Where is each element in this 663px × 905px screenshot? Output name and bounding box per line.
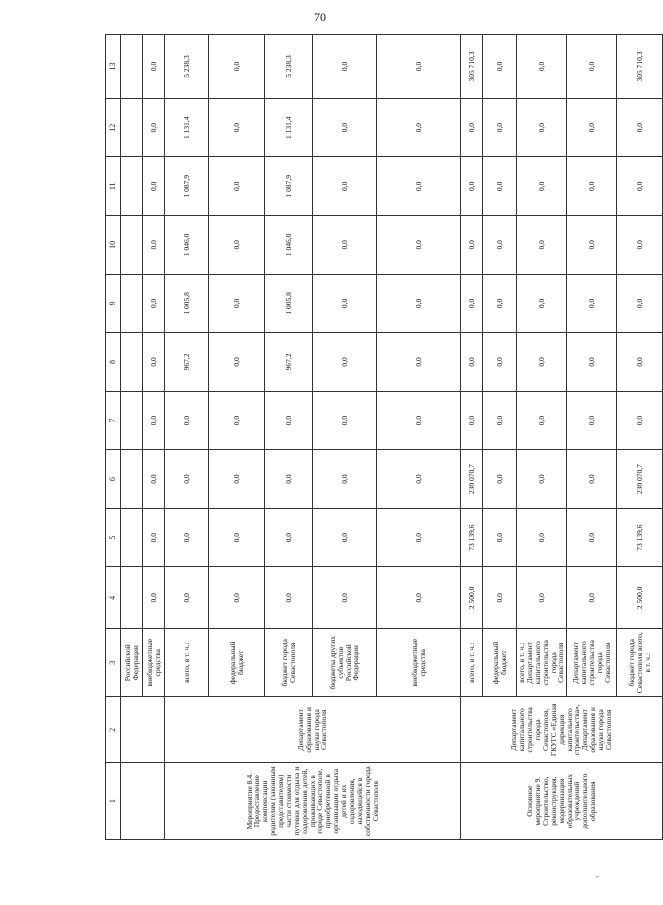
source-cell: всего, в т. ч.: [461, 629, 483, 697]
value-cell: 0,0 [143, 567, 165, 629]
value-cell: 1 131,4 [165, 98, 209, 157]
value-cell: 0,0 [165, 508, 209, 567]
rotated-table-frame [105, 34, 652, 840]
value-cell: 0,0 [567, 567, 617, 629]
value-cell: 5 238,3 [165, 35, 209, 99]
value-cell: 0,0 [143, 274, 165, 333]
value-cell: 0,0 [377, 274, 461, 333]
value-cell: 0,0 [209, 391, 265, 450]
table-row [165, 35, 209, 840]
table-row [461, 35, 483, 840]
col-header: 8 [106, 333, 121, 392]
value-cell: 1 087,9 [165, 157, 209, 216]
value-cell: 0,0 [517, 216, 567, 275]
source-cell: бюджет города Севастополя [265, 629, 313, 697]
value-cell: 0,0 [313, 333, 377, 392]
col-header: 5 [106, 508, 121, 567]
source-cell: всего, в т. ч.: [165, 629, 209, 697]
value-cell: 0,0 [165, 450, 209, 509]
value-cell: 0,0 [209, 216, 265, 275]
value-cell: 0,0 [517, 391, 567, 450]
value-cell: 0,0 [209, 567, 265, 629]
value-cell: 0,0 [483, 567, 517, 629]
value-cell: 0,0 [483, 508, 517, 567]
value-cell: 0,0 [377, 157, 461, 216]
value-cell: 0,0 [143, 216, 165, 275]
col-header: 2 [106, 697, 121, 763]
value-cell: 0,0 [461, 274, 483, 333]
source-cell: бюджеты других субъектов Российской Федерации [313, 629, 377, 697]
source-cell: бюджет города Севастополя всего, в т. ч.: [617, 629, 663, 697]
value-cell: 0,0 [483, 391, 517, 450]
col-header: 12 [106, 98, 121, 157]
col-header: 3 [106, 629, 121, 697]
value-cell: 0,0 [483, 274, 517, 333]
table-row [121, 35, 143, 840]
col-header: 7 [106, 391, 121, 450]
value-cell: 0,0 [143, 508, 165, 567]
value-cell: 305 710,3 [461, 35, 483, 99]
value-cell: 0,0 [143, 450, 165, 509]
value-cell: 0,0 [517, 274, 567, 333]
value-cell: 0,0 [143, 333, 165, 392]
executor-cell: Департамент образования и науки города Севастополя [165, 697, 461, 763]
col-header: 9 [106, 274, 121, 333]
value-cell: 0,0 [209, 274, 265, 333]
value-cell: 0,0 [209, 508, 265, 567]
value-cell: 0,0 [313, 35, 377, 99]
budget-table [105, 34, 663, 840]
value-cell: 0,0 [143, 391, 165, 450]
value-cell: 0,0 [209, 450, 265, 509]
value-cell: 305 710,3 [617, 35, 663, 99]
value-cell: 0,0 [483, 157, 517, 216]
executor-cell: Департамент капитального строительства города Севастополя, ГКУГС «Единая дирекция капитального строительства», Департамент образования и науки города Севастополя [461, 697, 663, 763]
source-cell: Департамент капитального строительства города Севастополя [567, 629, 617, 697]
source-cell: федеральный бюджет [209, 629, 265, 697]
col-header: 11 [106, 157, 121, 216]
value-cell: 0,0 [377, 391, 461, 450]
value-cell: 1 046,0 [265, 216, 313, 275]
value-cell: 0,0 [567, 333, 617, 392]
value-cell: 0,0 [567, 98, 617, 157]
value-cell: 73 139,6 [617, 508, 663, 567]
value-cell: 0,0 [461, 157, 483, 216]
value-cell: 0,0 [143, 157, 165, 216]
value-cell: 1 046,0 [165, 216, 209, 275]
value-cell: 0,0 [617, 98, 663, 157]
value-cell: 0,0 [517, 567, 567, 629]
value-cell: 0,0 [265, 391, 313, 450]
value-cell: 0,0 [265, 450, 313, 509]
value-cell: 0,0 [313, 508, 377, 567]
value-cell: 0,0 [567, 35, 617, 99]
value-cell: 0,0 [517, 98, 567, 157]
value-cell: 0,0 [265, 508, 313, 567]
value-cell: 0,0 [377, 35, 461, 99]
footer-mark: - [596, 872, 599, 881]
value-cell: 0,0 [209, 98, 265, 157]
value-cell: 0,0 [377, 508, 461, 567]
value-cell: 967,2 [265, 333, 313, 392]
event-cell: Мероприятие 8.4. Предоставление компенсации родителям (законным представителям) части стоимости путевки для отдыха и оздоровления детей, проживающих в городе Севастополе, приобретенной в организации отдыха детей и их оздоровления, находящейся в собственности города Севастополя [165, 763, 461, 840]
value-cell: 0,0 [143, 98, 165, 157]
value-cell: 0,0 [377, 216, 461, 275]
value-cell: 0,0 [377, 450, 461, 509]
source-cell: Российской Федерации [121, 629, 143, 697]
value-cell: 0,0 [313, 274, 377, 333]
value-cell: 0,0 [313, 216, 377, 275]
value-cell: 0,0 [617, 157, 663, 216]
value-cell: 0,0 [567, 508, 617, 567]
value-cell: 0,0 [209, 157, 265, 216]
table-container [105, 34, 652, 840]
value-cell: 0,0 [517, 333, 567, 392]
col-header: 6 [106, 450, 121, 509]
source-cell: всего, в т. ч.: Департамент капитального строительства города Севастополя [517, 629, 567, 697]
value-cell: 0,0 [313, 450, 377, 509]
value-cell: 1 131,4 [265, 98, 313, 157]
value-cell: 0,0 [313, 567, 377, 629]
value-cell: 0,0 [617, 333, 663, 392]
value-cell: 0,0 [377, 333, 461, 392]
value-cell: 0,0 [165, 567, 209, 629]
value-cell: 1 005,8 [265, 274, 313, 333]
col-header: 1 [106, 763, 121, 840]
value-cell: 0,0 [265, 567, 313, 629]
source-cell: федеральный бюджет [483, 629, 517, 697]
value-cell: 1 087,9 [265, 157, 313, 216]
source-cell: внебюджетные средства [143, 629, 165, 697]
value-cell: 0,0 [567, 391, 617, 450]
value-cell: 0,0 [483, 98, 517, 157]
value-cell: 0,0 [617, 391, 663, 450]
header-row [106, 35, 121, 840]
value-cell: 0,0 [313, 157, 377, 216]
value-cell: 0,0 [567, 450, 617, 509]
value-cell: 73 139,6 [461, 508, 483, 567]
value-cell: 0,0 [313, 391, 377, 450]
col-header: 13 [106, 35, 121, 99]
value-cell: 967,2 [165, 333, 209, 392]
value-cell: 0,0 [461, 216, 483, 275]
value-cell: 0,0 [143, 35, 165, 99]
value-cell: 2 500,0 [461, 567, 483, 629]
value-cell: 0,0 [377, 567, 461, 629]
value-cell: 0,0 [461, 391, 483, 450]
col-header: 10 [106, 216, 121, 275]
source-cell: внебюджетные средства [377, 629, 461, 697]
value-cell: 1 005,8 [165, 274, 209, 333]
value-cell: 0,0 [567, 274, 617, 333]
value-cell: 0,0 [517, 157, 567, 216]
value-cell: 0,0 [517, 35, 567, 99]
value-cell: 0,0 [567, 157, 617, 216]
value-cell: 230 070,7 [617, 450, 663, 509]
page-number: 70 [314, 10, 326, 24]
value-cell: 0,0 [617, 274, 663, 333]
value-cell: 2 500,0 [617, 567, 663, 629]
value-cell: 0,0 [209, 35, 265, 99]
value-cell: 230 070,7 [461, 450, 483, 509]
event-cell: Основное мероприятие 9. Строительство, реконструкция, модернизация образовательных учреждений дополнительного образования [461, 763, 663, 840]
event-cell [121, 763, 165, 840]
value-cell: 0,0 [483, 35, 517, 99]
value-cell: 0,0 [517, 508, 567, 567]
value-cell: 0,0 [483, 216, 517, 275]
value-cell: 0,0 [567, 216, 617, 275]
value-cell: 0,0 [209, 333, 265, 392]
value-cell: 0,0 [483, 333, 517, 392]
executor-cell [121, 697, 165, 763]
value-cell: 0,0 [461, 98, 483, 157]
value-cell: 0,0 [483, 450, 517, 509]
value-cell: 0,0 [461, 333, 483, 392]
value-cell: 5 238,3 [265, 35, 313, 99]
value-cell: 0,0 [165, 391, 209, 450]
value-cell: 0,0 [617, 216, 663, 275]
value-cell: 0,0 [313, 98, 377, 157]
value-cell: 0,0 [517, 450, 567, 509]
col-header: 4 [106, 567, 121, 629]
value-cell: 0,0 [377, 98, 461, 157]
